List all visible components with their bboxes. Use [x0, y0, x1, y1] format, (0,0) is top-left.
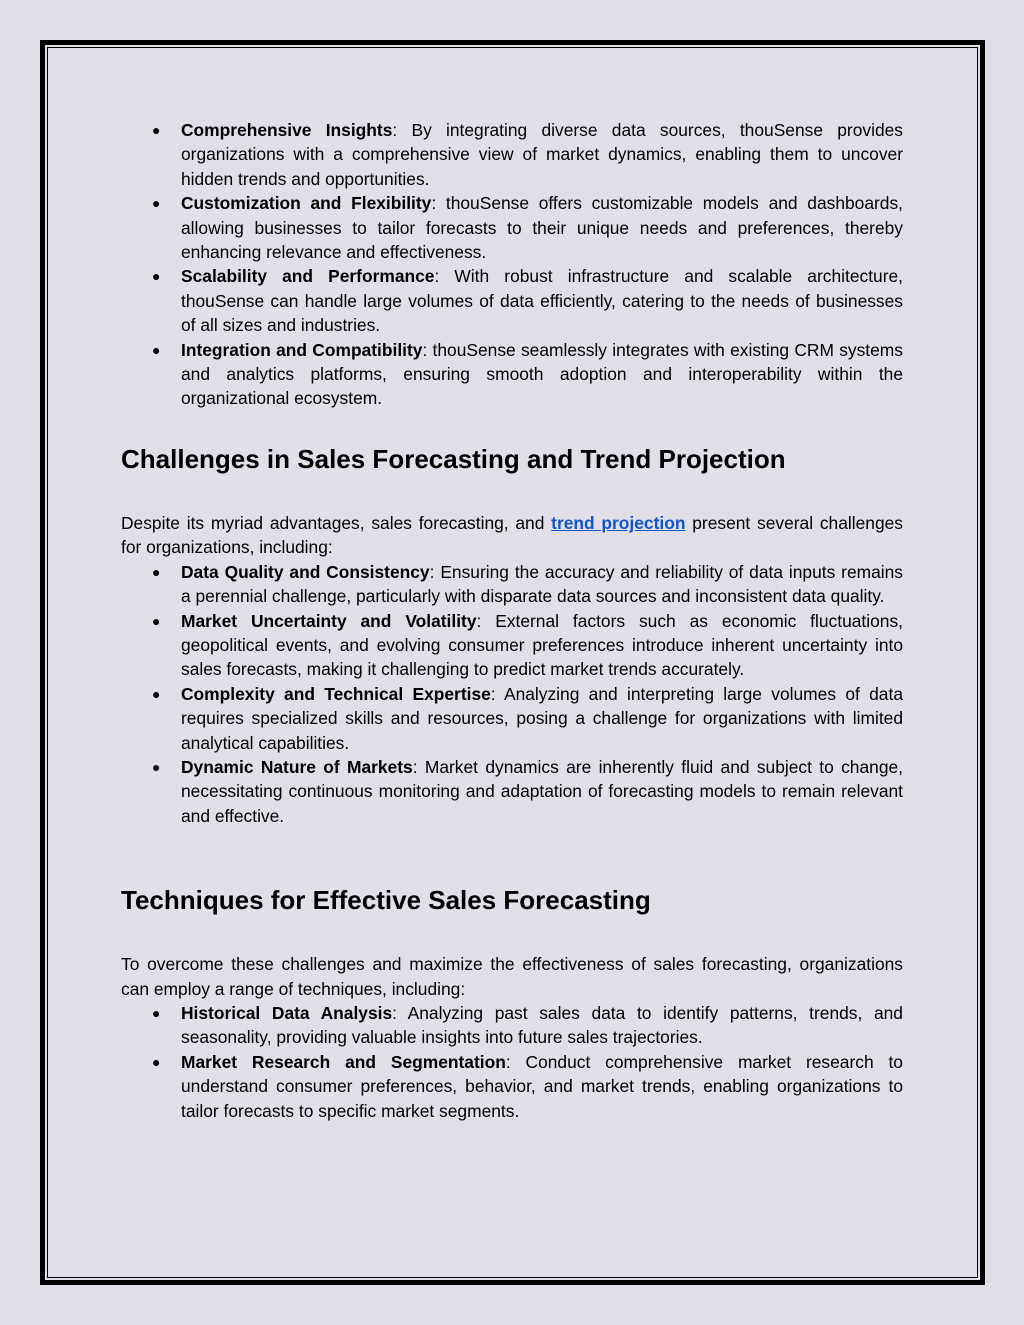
- challenges-intro: [121, 511, 903, 560]
- list-item-text: : thouSense seamlessly integrates with existing CRM systems and analytics platforms, ensuring smooth adoption and interoperability within the organizational ecosystem.: [181, 339, 903, 409]
- techniques-heading: Techniques for Effective Sales Forecasting: [121, 885, 651, 916]
- list-item: [121, 1001, 903, 1050]
- bullet-icon: ●: [152, 195, 161, 212]
- bullet-icon: ●: [152, 758, 161, 775]
- list-item-term: Customization and Flexibility: [181, 193, 432, 214]
- bullet-icon: ●: [152, 1004, 161, 1021]
- list-item: [121, 755, 903, 828]
- list-item-text: : thouSense offers customizable models and dashboards, allowing businesses to tailor forecasts to their unique needs and preferences, thereby enhancing relevance and effectiveness.: [181, 193, 904, 263]
- trend-projection-link[interactable]: trend projection: [551, 512, 686, 533]
- list-item-term: Market Uncertainty and Volatility: [181, 610, 477, 631]
- list-item-term: Scalability and Performance: [181, 266, 435, 287]
- list-item-term: Market Research and Segmentation: [181, 1051, 506, 1072]
- list-item: [121, 560, 903, 609]
- bullet-icon: ●: [152, 612, 161, 629]
- list-item-text: : Analyzing past sales data to identify patterns, trends, and seasonality, providing valuable insights into future sales trajectories.: [181, 1002, 903, 1048]
- list-item: [121, 338, 903, 411]
- bullet-icon: ●: [152, 268, 161, 285]
- bullet-icon: ●: [152, 122, 161, 138]
- list-item-text: : Market dynamics are inherently fluid and subject to change, necessitating continuous monitoring and adaptation of forecasting models to remain relevant and effective.: [181, 756, 903, 826]
- bullet-icon: ●: [152, 685, 161, 702]
- list-item-term: Historical Data Analysis: [181, 1002, 393, 1023]
- list-item: [121, 682, 903, 755]
- challenges-intro-before: Despite its myriad advantages, sales forecasting, and: [121, 512, 552, 533]
- list-item-term: Integration and Compatibility: [181, 339, 423, 360]
- list-item-term: Data Quality and Consistency: [181, 561, 430, 582]
- bullet-icon: ●: [152, 341, 161, 358]
- list-item-term: Complexity and Technical Expertise: [181, 683, 491, 704]
- list-item-text: : By integrating diverse data sources, thouSense provides organizations with a comprehensive view of market dynamics, enabling them to uncover hidden trends and opportunities.: [181, 120, 903, 189]
- techniques-intro: To overcome these challenges and maximize the effectiveness of sales forecasting, organizations can employ a range of techniques, including:: [121, 954, 903, 999]
- bullet-icon: ●: [152, 563, 161, 580]
- challenges-intro-after: present several challenges for organizations, including:: [121, 512, 903, 558]
- list-item: [121, 264, 903, 337]
- list-item-term: Comprehensive Insights: [181, 120, 393, 140]
- list-item: [121, 1050, 903, 1123]
- list-item-text: : Analyzing and interpreting large volumes of data requires specialized skills and resources, posing a challenge for organizations with limited analytical capabilities.: [181, 683, 903, 753]
- list-item: [121, 118, 903, 191]
- benefits-list: [121, 118, 903, 411]
- challenges-heading: Challenges in Sales Forecasting and Trend Projection: [121, 443, 786, 474]
- list-item-text: : With robust infrastructure and scalable architecture, thouSense can handle large volumes of data efficiently, catering to the needs of businesses of all sizes and industries.: [181, 266, 903, 336]
- list-item-text: : External factors such as economic fluctuations, geopolitical events, and evolving consumer preferences introduce inherent uncertainty into sales forecasts, making it challenging to predict market trends accurately.: [181, 610, 903, 680]
- bullet-icon: ●: [152, 1053, 161, 1070]
- challenges-list: [121, 560, 903, 828]
- list-item: [121, 609, 903, 682]
- list-item: [121, 191, 903, 264]
- list-item-text: : Conduct comprehensive market research to understand consumer preferences, behavior, and market trends, enabling organizations to tailor forecasts to specific market segments.: [181, 1051, 903, 1121]
- list-item-text: : Ensuring the accuracy and reliability of data inputs remains a perennial challenge, particularly with disparate data sources and inconsistent data quality.: [181, 561, 904, 607]
- document-content: [121, 118, 903, 1123]
- techniques-list: [121, 1001, 903, 1123]
- list-item-term: Dynamic Nature of Markets: [181, 756, 413, 777]
